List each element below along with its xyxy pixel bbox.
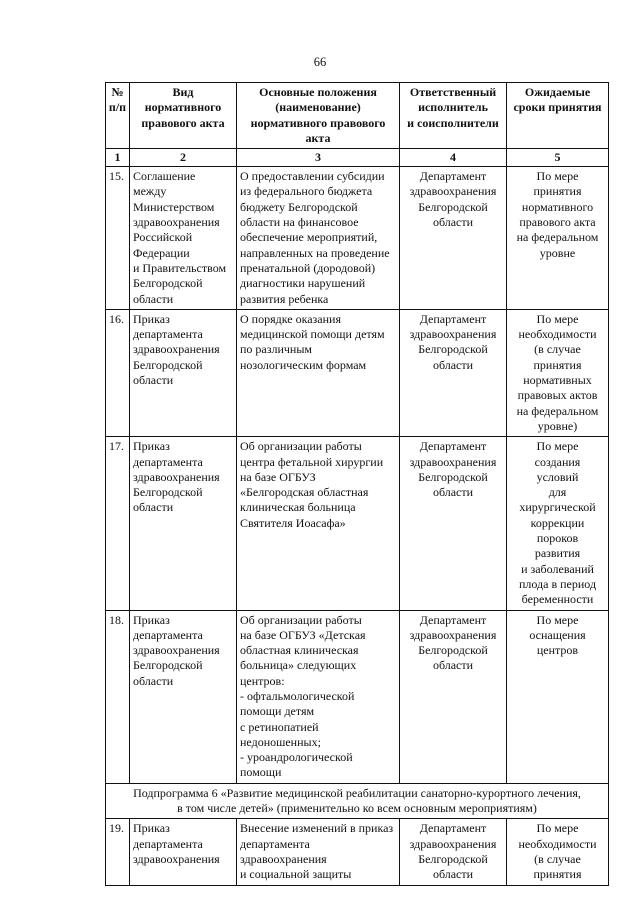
act-executor: Департамент здравоохранения Белгородской области xyxy=(400,610,507,783)
header-act-type: Вид нормативного правового акта xyxy=(130,83,237,149)
column-number-row xyxy=(106,149,609,167)
column-number: 2 xyxy=(130,149,237,167)
act-deadline: По мере необходимости (в случае принятия нормативных правовых актов на федеральном уровне) xyxy=(507,309,609,436)
table-header-row xyxy=(106,83,609,149)
row-number: 15. xyxy=(106,167,130,310)
column-number: 5 xyxy=(507,149,609,167)
row-number: 19. xyxy=(106,819,130,885)
subprogram-heading: Подпрограмма 6 «Развитие медицинской реабилитации санаторно-курортного лечения, в том числе детей» (применительно ко всем основным мероприятиям) xyxy=(106,783,609,819)
page-number: 66 xyxy=(313,55,327,69)
header-provisions: Основные положения (наименование) нормативного правового акта xyxy=(237,83,400,149)
act-deadline: По мере необходимости (в случае принятия xyxy=(507,819,609,885)
column-number: 1 xyxy=(106,149,130,167)
act-deadline: По мере создания условий для хирургической коррекции пороков развития и заболеваний плода в период беременности xyxy=(507,437,609,610)
act-provisions: Об организации работы центра фетальной хирургии на базе ОГБУЗ «Белгородская областная клиническая больница Святителя Иоасафа» xyxy=(237,437,400,610)
act-executor: Департамент здравоохранения Белгородской области xyxy=(400,309,507,436)
header-deadline: Ожидаемые сроки принятия xyxy=(507,83,609,149)
row-number: 18. xyxy=(106,610,130,783)
table-row xyxy=(106,819,609,885)
act-provisions: О порядке оказания медицинской помощи детям по различным нозологическим формам xyxy=(237,309,400,436)
act-type: Соглашение между Министерством здравоохранения Российской Федерации и Правительством Белгородской области xyxy=(130,167,237,310)
row-number: 16. xyxy=(106,309,130,436)
subprogram-row xyxy=(106,783,609,819)
act-type: Приказ департамента здравоохранения Белгородской области xyxy=(130,309,237,436)
act-executor: Департамент здравоохранения Белгородской области xyxy=(400,167,507,310)
table-row xyxy=(106,167,609,310)
column-number: 4 xyxy=(400,149,507,167)
table-row xyxy=(106,610,609,783)
act-deadline: По мере принятия нормативного правового акта на федеральном уровне xyxy=(507,167,609,310)
act-provisions: О предоставлении субсидии из федерального бюджета бюджету Белгородской области на финансовое обеспечение мероприятий, направленных на проведение пренатальной (дородовой) диагностики нарушений развития ребенка xyxy=(237,167,400,310)
act-provisions: Об организации работы на базе ОГБУЗ «Детская областная клиническая больница» следующих центров: - офтальмологической помощи детям с ретинопатией недоношенных; - уроандрологической помощи xyxy=(237,610,400,783)
act-type: Приказ департамента здравоохранения xyxy=(130,819,237,885)
header-executor: Ответственный исполнитель и соисполнители xyxy=(400,83,507,149)
act-type: Приказ департамента здравоохранения Белгородской области xyxy=(130,437,237,610)
header-number: № п/п xyxy=(106,83,130,149)
act-type: Приказ департамента здравоохранения Белгородской области xyxy=(130,610,237,783)
table-row xyxy=(106,309,609,436)
act-executor: Департамент здравоохранения Белгородской области xyxy=(400,437,507,610)
column-number: 3 xyxy=(237,149,400,167)
act-executor: Департамент здравоохранения Белгородской области xyxy=(400,819,507,885)
act-provisions: Внесение изменений в приказ департамента здравоохранения и социальной защиты xyxy=(237,819,400,885)
table-row xyxy=(106,437,609,610)
act-deadline: По мере оснащения центров xyxy=(507,610,609,783)
row-number: 17. xyxy=(106,437,130,610)
normative-acts-table xyxy=(105,82,609,886)
